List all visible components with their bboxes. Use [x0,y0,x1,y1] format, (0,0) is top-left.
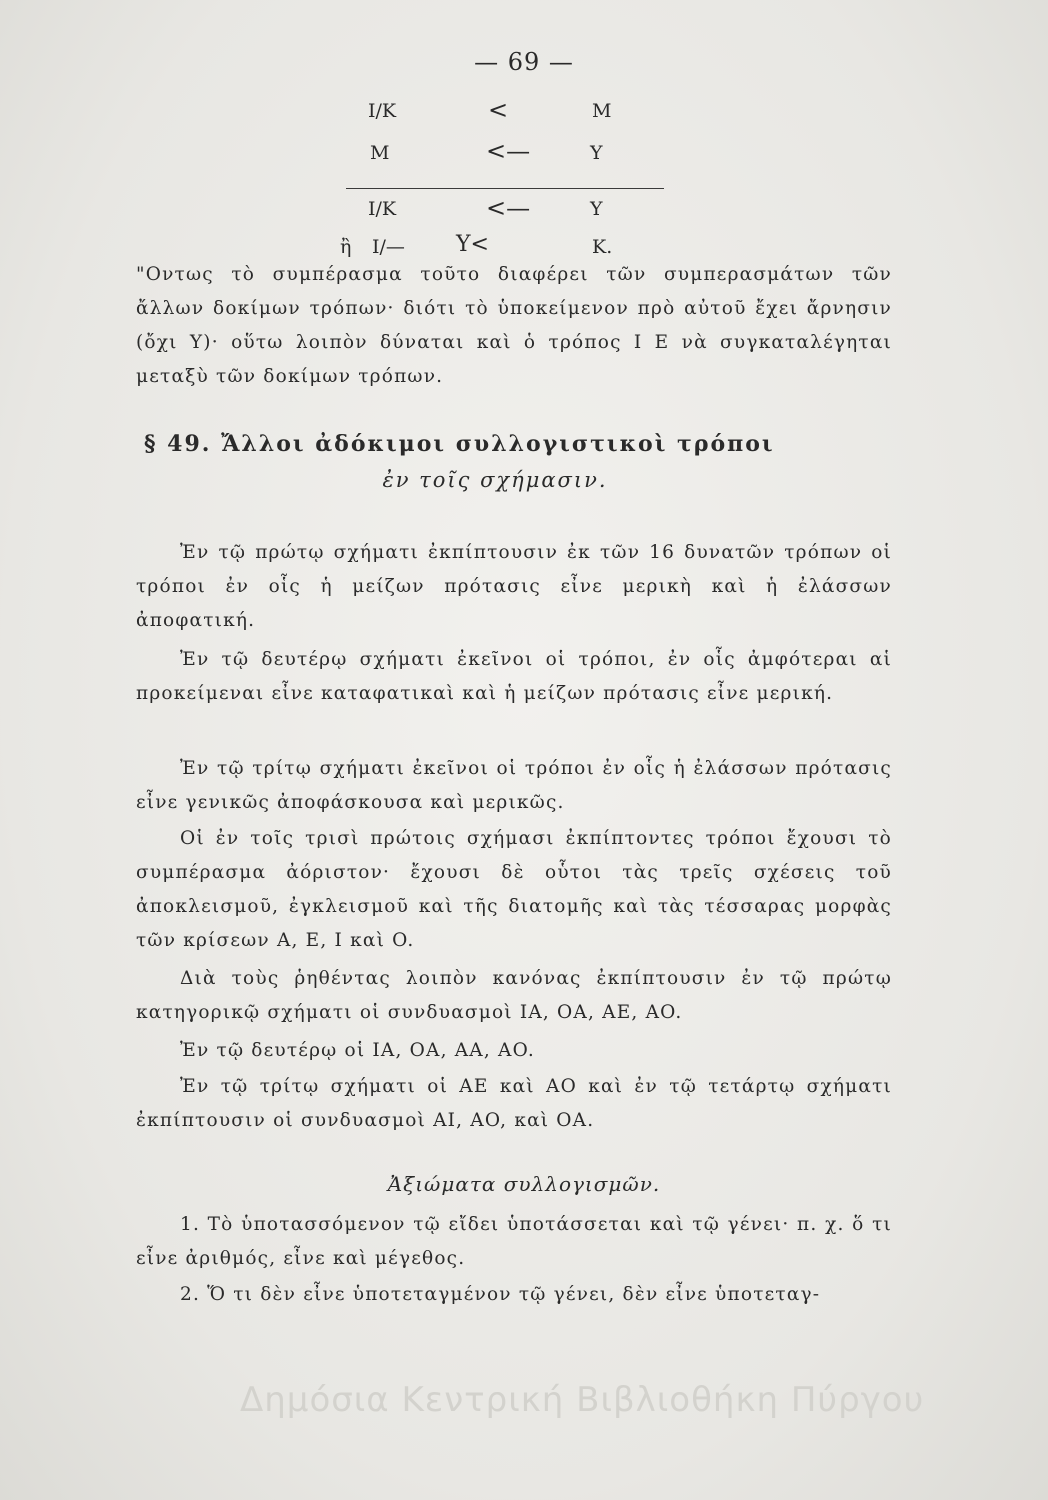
paragraph: Ἐν τῷ πρώτῳ σχήματι ἐκπίπτουσιν ἐκ τῶν 16 δυνατῶν τρόπων οἱ τρόποι ἐν οἷς ἡ μείζων πρότασις εἶνε μερικὴ καὶ ἡ ἐλάσσων ἀποφατική. [136,542,892,631]
syllogism-term: K. [592,236,613,258]
heading-line: ἐν τοῖς σχήμασιν. [382,468,608,492]
syllogism-term: M [592,100,612,122]
syllogism-term: Y [590,142,603,164]
axiom: 2. Ὅ τι δὲν εἶνε ὑποτεταγμένον τῷ γένει, δὲν εἶνε ὑποτεταγ- [180,1284,821,1305]
paragraph: Ἐν τῷ τρίτῳ σχήματι ἐκεῖνοι οἱ τρόποι ἐν οἷς ἡ ἐλάσσων πρότασις εἶνε γενικῶς ἀποφάσκουσα καὶ μερικῶς. [136,758,892,813]
syllogism-term: Y [590,198,603,220]
syllogism-term: ἢ [340,236,352,258]
section-title: Ἀξιώματα συλλογισμῶν. [387,1172,661,1196]
section-heading [140,426,910,498]
paragraph: Ἐν τῷ δευτέρῳ σχήματι ἐκεῖνοι οἱ τρόποι, ἐν οἷς ἀμφότεραι αἱ προκείμεναι εἶνε καταφατικαὶ καὶ ἡ μείζων πρότασις εἶνε μερική. [136,649,892,704]
heading-line: § 49. Ἄλλοι ἀδόκιμοι συλλογιστικοὶ τρόποι [144,431,775,457]
syllogism-term: I/— [372,236,405,258]
syllogism-term: M [370,142,390,164]
paragraph: Ἐν τῷ τρίτῳ σχήματι οἱ AE καὶ AO καὶ ἐν τῷ τετάρτῳ σχήματι ἐκπίπτουσιν οἱ συνδυασμοὶ AI, AO, καὶ OA. [136,1076,892,1131]
syllogism-relation: <— [486,137,531,165]
syllogism-relation: < [488,96,509,124]
paragraph: Οἱ ἐν τοῖς τρισὶ πρώτοις σχήμασι ἐκπίπτοντες τρόποι ἔχουσι τὸ συμπέρασμα ἀόριστον· ἔχουσι δὲ οὗτοι τὰς τρεῖς σχέσεις τοῦ ἀποκλεισμοῦ, ἐγκλεισμοῦ καὶ τῆς διατομῆς καὶ τὰς τέσσαρας μορφὰς τῶν κρίσεων A, E, I καὶ O. [136,828,892,951]
paragraph: Διὰ τοὺς ῥηθέντας λοιπὸν κανόνας ἐκπίπτουσιν ἐν τῷ πρώτῳ κατηγορικῷ σχήματι οἱ συνδυασμοὶ IA, OA, AE, AO. [136,968,892,1023]
syllogism-rule-line [346,188,664,189]
library-watermark: Δημόσια Κεντρική Βιβλιοθήκη Πύργου [240,1380,925,1420]
syllogism-relation: Y< [456,232,489,257]
axiom: 1. Τὸ ὑποτασσόμενον τῷ εἴδει ὑποτάσσεται καὶ τῷ γένει· π. χ. ὅ τι εἶνε ἀριθμός, εἶνε καὶ μέγεθος. [136,1214,892,1269]
paragraph: "Οντως τὸ συμπέρασμα τοῦτο διαφέρει τῶν συμπερασμάτων τῶν ἄλλων δοκίμων τρόπων· διότι τὸ ὑποκείμενον πρὸ αὐτοῦ ἔχει ἄρνησιν (ὄχι Y)· οὕτω λοιπὸν δύναται καὶ ὁ τρόπος I E νὰ συγκαταλέγηται μεταξὺ τῶν δοκίμων τρόπων. [136,264,892,387]
syllogism-term: I/K [368,198,397,220]
syllogism-relation: <— [486,194,531,222]
page-number: — 69 — [474,48,574,76]
paragraph: Ἐν τῷ δευτέρῳ οἱ IA, OA, AA, AO. [180,1040,535,1061]
syllogism-term: I/K [368,100,397,122]
